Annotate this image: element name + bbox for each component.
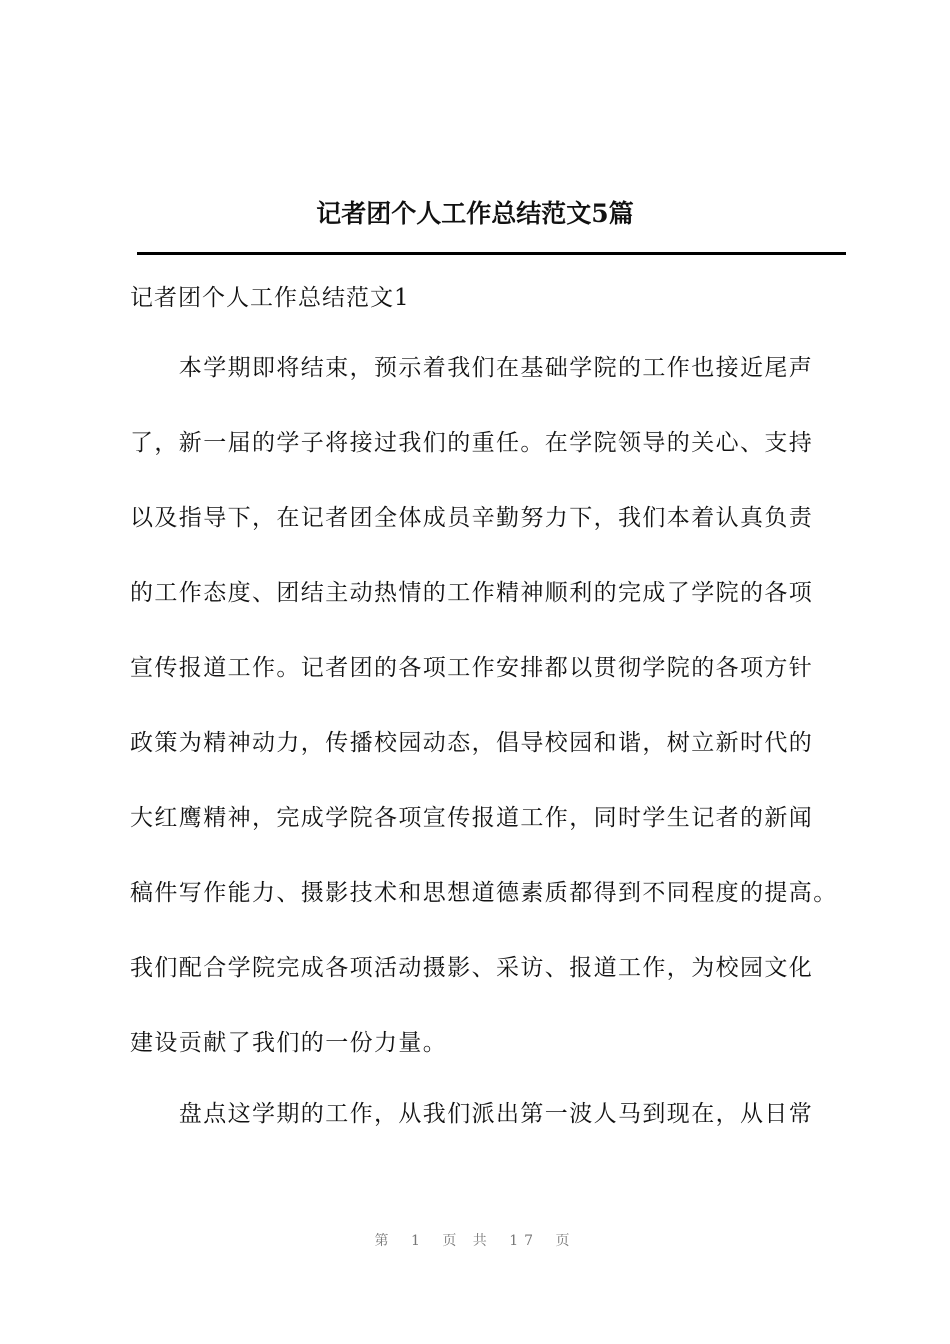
paragraph-line: 以及指导下，在记者团全体成员辛勤努力下，我们本着认真负责 <box>130 505 814 531</box>
footer-prefix: 第 <box>374 1233 395 1249</box>
page-footer <box>0 1230 950 1250</box>
paragraph-line: 的工作态度、团结主动热情的工作精神顺利的完成了学院的各项 <box>130 580 814 606</box>
paragraph-line: 稿件写作能力、摄影技术和思想道德素质都得到不同程度的提高。 <box>130 880 838 906</box>
paragraph-line: 我们配合学院完成各项活动摄影、采访、报道工作，为校园文化 <box>130 955 814 981</box>
title-divider <box>137 252 846 255</box>
paragraph-line: 大红鹰精神，完成学院各项宣传报道工作，同时学生记者的新闻 <box>130 805 814 831</box>
paragraph-1 <box>130 331 860 1081</box>
document-title: 记者团个人工作总结范文5篇 <box>316 199 634 228</box>
section-heading: 记者团个人工作总结范文1 <box>130 285 410 311</box>
footer-middle: 页 共 <box>442 1233 493 1249</box>
footer-current-page: 1 <box>410 1233 426 1249</box>
paragraph-line: 政策为精神动力，传播校园动态，倡导校园和谐，树立新时代的 <box>130 730 814 756</box>
paragraph-line: 本学期即将结束，预示着我们在基础学院的工作也接近尾声 <box>130 355 814 381</box>
footer-total-pages: 17 <box>509 1233 540 1249</box>
paragraph-line: 建设贡献了我们的一份力量。 <box>130 1030 448 1056</box>
paragraph-line: 盘点这学期的工作，从我们派出第一波人马到现在，从日常 <box>130 1101 814 1127</box>
footer-suffix: 页 <box>555 1233 576 1249</box>
paragraph-2 <box>130 1077 860 1152</box>
paragraph-line: 宣传报道工作。记者团的各项工作安排都以贯彻学院的各项方针 <box>130 655 814 681</box>
paragraph-line: 了，新一届的学子将接过我们的重任。在学院领导的关心、支持 <box>130 430 814 456</box>
